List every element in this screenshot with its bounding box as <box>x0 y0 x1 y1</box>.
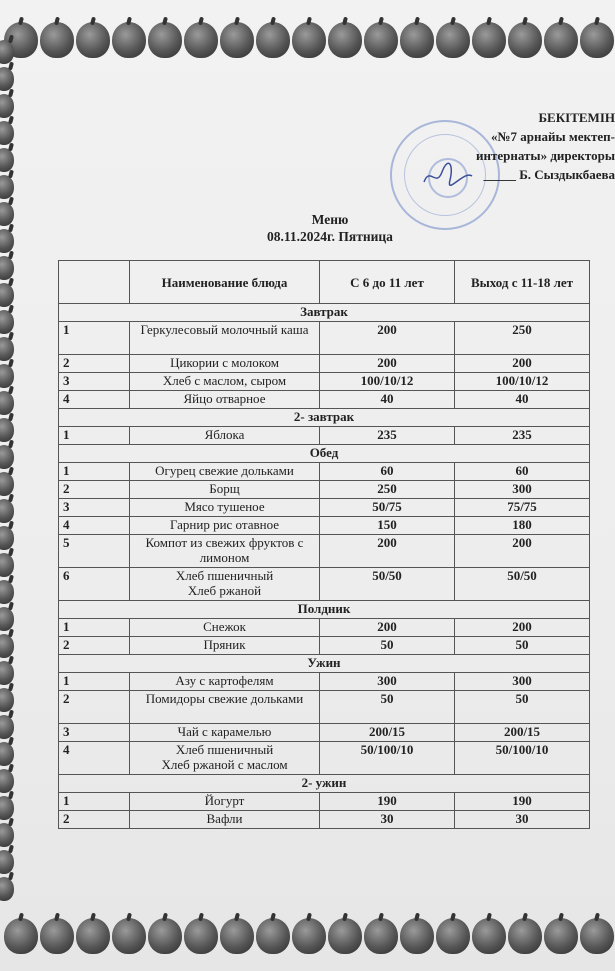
section-row <box>59 655 590 673</box>
row-number: 6 <box>59 568 130 601</box>
table-row <box>59 619 590 637</box>
portion-11-18: 200 <box>455 355 590 373</box>
menu-table <box>58 260 590 829</box>
portion-6-11: 200 <box>320 322 455 355</box>
apple-icon <box>0 67 14 91</box>
apple-icon <box>0 688 14 712</box>
dish-name: Яйцо отварное <box>130 391 320 409</box>
row-number: 2 <box>59 691 130 724</box>
apple-icon <box>0 418 14 442</box>
apple-icon <box>0 256 14 280</box>
table-row <box>59 517 590 535</box>
table-row <box>59 742 590 775</box>
apple-icon <box>364 918 398 954</box>
section-row <box>59 601 590 619</box>
portion-6-11: 60 <box>320 463 455 481</box>
dish-name: Компот из свежих фруктов с лимоном <box>130 535 320 568</box>
apple-icon <box>220 22 254 58</box>
portion-6-11: 50/50 <box>320 568 455 601</box>
apple-icon <box>184 918 218 954</box>
portion-6-11: 200 <box>320 535 455 568</box>
section-row <box>59 775 590 793</box>
apple-icon <box>544 918 578 954</box>
table-row <box>59 724 590 742</box>
apple-icon <box>112 918 146 954</box>
apple-icon <box>328 918 362 954</box>
dish-name: Гарнир рис отавное <box>130 517 320 535</box>
portion-6-11: 300 <box>320 673 455 691</box>
approval-line: БЕКІТЕМІН <box>538 110 615 125</box>
dish-name: Геркулесовый молочный каша <box>130 322 320 355</box>
row-number: 1 <box>59 463 130 481</box>
apple-icon <box>40 22 74 58</box>
apple-icon <box>0 364 14 388</box>
apple-icon <box>256 22 290 58</box>
row-number: 4 <box>59 391 130 409</box>
table-row <box>59 811 590 829</box>
column-header-number <box>59 261 130 304</box>
apple-icon <box>0 121 14 145</box>
portion-11-18: 190 <box>455 793 590 811</box>
portion-11-18: 180 <box>455 517 590 535</box>
table-row <box>59 391 590 409</box>
apple-icon <box>580 918 614 954</box>
dish-name: Яблока <box>130 427 320 445</box>
portion-11-18: 300 <box>455 673 590 691</box>
approval-line: _____ Б. Сыздыкбаева <box>483 167 615 182</box>
row-number: 2 <box>59 355 130 373</box>
apple-icon <box>76 918 110 954</box>
apple-icon <box>0 823 14 847</box>
apple-icon <box>0 634 14 658</box>
apple-icon <box>0 337 14 361</box>
section-title: Обед <box>59 445 590 463</box>
portion-11-18: 50/50 <box>455 568 590 601</box>
portion-6-11: 190 <box>320 793 455 811</box>
apple-icon <box>0 283 14 307</box>
column-header-dish: Наименование блюда <box>130 261 320 304</box>
portion-11-18: 50/100/10 <box>455 742 590 775</box>
row-number: 3 <box>59 373 130 391</box>
apple-icon <box>0 553 14 577</box>
table-row <box>59 568 590 601</box>
portion-11-18: 50 <box>455 637 590 655</box>
apple-icon <box>436 918 470 954</box>
row-number: 2 <box>59 481 130 499</box>
dish-name: Мясо тушеное <box>130 499 320 517</box>
apple-icon <box>0 175 14 199</box>
apple-icon <box>472 918 506 954</box>
apple-icon <box>0 580 14 604</box>
table-row <box>59 499 590 517</box>
apple-icon <box>148 918 182 954</box>
section-row <box>59 445 590 463</box>
row-number: 3 <box>59 724 130 742</box>
approval-block <box>476 108 615 184</box>
row-number: 1 <box>59 793 130 811</box>
apple-icon <box>0 310 14 334</box>
apple-icon <box>0 40 14 64</box>
portion-6-11: 235 <box>320 427 455 445</box>
apple-icon <box>0 877 14 901</box>
portion-11-18: 200/15 <box>455 724 590 742</box>
portion-11-18: 50 <box>455 691 590 724</box>
column-header-age-11-18: Выход с 11-18 лет <box>455 261 590 304</box>
dish-name: Пряник <box>130 637 320 655</box>
portion-11-18: 200 <box>455 619 590 637</box>
apple-icon <box>76 22 110 58</box>
table-row <box>59 463 590 481</box>
dish-name: Чай с карамелью <box>130 724 320 742</box>
apple-border-left <box>0 40 22 920</box>
signature-icon <box>420 160 476 190</box>
dish-name: Снежок <box>130 619 320 637</box>
row-number: 5 <box>59 535 130 568</box>
apple-icon <box>0 607 14 631</box>
portion-11-18: 30 <box>455 811 590 829</box>
portion-11-18: 40 <box>455 391 590 409</box>
apple-icon <box>0 148 14 172</box>
dish-name: Азу с картофелям <box>130 673 320 691</box>
dish-name: Борщ <box>130 481 320 499</box>
portion-6-11: 40 <box>320 391 455 409</box>
apple-icon <box>292 918 326 954</box>
apple-icon <box>0 499 14 523</box>
dish-name: Хлеб пшеничный Хлеб ржаной <box>130 568 320 601</box>
apple-icon <box>0 445 14 469</box>
section-title: Завтрак <box>59 304 590 322</box>
apple-icon <box>220 918 254 954</box>
dish-name: Хлеб пшеничный Хлеб ржаной с маслом <box>130 742 320 775</box>
row-number: 1 <box>59 619 130 637</box>
menu-date: 08.11.2024г. Пятница <box>267 229 393 244</box>
section-title: 2- ужин <box>59 775 590 793</box>
apple-icon <box>436 22 470 58</box>
apple-icon <box>580 22 614 58</box>
portion-6-11: 200/15 <box>320 724 455 742</box>
portion-6-11: 200 <box>320 619 455 637</box>
dish-name: Хлеб с маслом, сыром <box>130 373 320 391</box>
portion-11-18: 300 <box>455 481 590 499</box>
apple-icon <box>364 22 398 58</box>
portion-6-11: 100/10/12 <box>320 373 455 391</box>
apple-icon <box>0 94 14 118</box>
page-title: Меню <box>311 212 349 227</box>
dish-name: Огурец свежие дольками <box>130 463 320 481</box>
section-row <box>59 409 590 427</box>
apple-icon <box>508 22 542 58</box>
apple-border-top <box>0 22 615 64</box>
apple-icon <box>0 526 14 550</box>
row-number: 1 <box>59 322 130 355</box>
portion-6-11: 50/100/10 <box>320 742 455 775</box>
table-row <box>59 427 590 445</box>
apple-icon <box>4 918 38 954</box>
section-row <box>59 304 590 322</box>
apple-icon <box>112 22 146 58</box>
portion-6-11: 200 <box>320 355 455 373</box>
table-row <box>59 322 590 355</box>
apple-icon <box>400 22 434 58</box>
apple-border-bottom <box>0 918 615 960</box>
portion-6-11: 150 <box>320 517 455 535</box>
row-number: 1 <box>59 427 130 445</box>
apple-icon <box>148 22 182 58</box>
apple-icon <box>184 22 218 58</box>
apple-icon <box>0 850 14 874</box>
portion-11-18: 60 <box>455 463 590 481</box>
approval-line: «№7 арнайы мектеп- <box>490 129 615 144</box>
apple-icon <box>0 769 14 793</box>
portion-11-18: 250 <box>455 322 590 355</box>
portion-6-11: 50/75 <box>320 499 455 517</box>
table-header-row <box>59 261 590 304</box>
portion-11-18: 100/10/12 <box>455 373 590 391</box>
table-row <box>59 673 590 691</box>
apple-icon <box>0 796 14 820</box>
apple-icon <box>256 918 290 954</box>
dish-name: Цикории с молоком <box>130 355 320 373</box>
apple-icon <box>0 391 14 415</box>
apple-icon <box>400 918 434 954</box>
apple-icon <box>40 918 74 954</box>
apple-icon <box>328 22 362 58</box>
row-number: 4 <box>59 742 130 775</box>
row-number: 1 <box>59 673 130 691</box>
row-number: 3 <box>59 499 130 517</box>
table-row <box>59 793 590 811</box>
section-title: Полдник <box>59 601 590 619</box>
table-row <box>59 637 590 655</box>
dish-name: Йогурт <box>130 793 320 811</box>
apple-icon <box>0 472 14 496</box>
column-header-age-6-11: С 6 до 11 лет <box>320 261 455 304</box>
row-number: 2 <box>59 811 130 829</box>
row-number: 2 <box>59 637 130 655</box>
portion-6-11: 50 <box>320 691 455 724</box>
apple-icon <box>0 661 14 685</box>
table-row <box>59 691 590 724</box>
dish-name: Вафли <box>130 811 320 829</box>
table-row <box>59 535 590 568</box>
table-row <box>59 373 590 391</box>
row-number: 4 <box>59 517 130 535</box>
apple-icon <box>508 918 542 954</box>
table-row <box>59 481 590 499</box>
portion-6-11: 250 <box>320 481 455 499</box>
table-row <box>59 355 590 373</box>
dish-name: Помидоры свежие дольками <box>130 691 320 724</box>
portion-11-18: 200 <box>455 535 590 568</box>
apple-icon <box>0 715 14 739</box>
apple-icon <box>544 22 578 58</box>
portion-11-18: 235 <box>455 427 590 445</box>
approval-line: интернаты» директоры <box>476 148 615 163</box>
apple-icon <box>472 22 506 58</box>
portion-6-11: 30 <box>320 811 455 829</box>
apple-icon <box>0 742 14 766</box>
portion-11-18: 75/75 <box>455 499 590 517</box>
section-title: 2- завтрак <box>59 409 590 427</box>
apple-icon <box>292 22 326 58</box>
section-title: Ужин <box>59 655 590 673</box>
portion-6-11: 50 <box>320 637 455 655</box>
